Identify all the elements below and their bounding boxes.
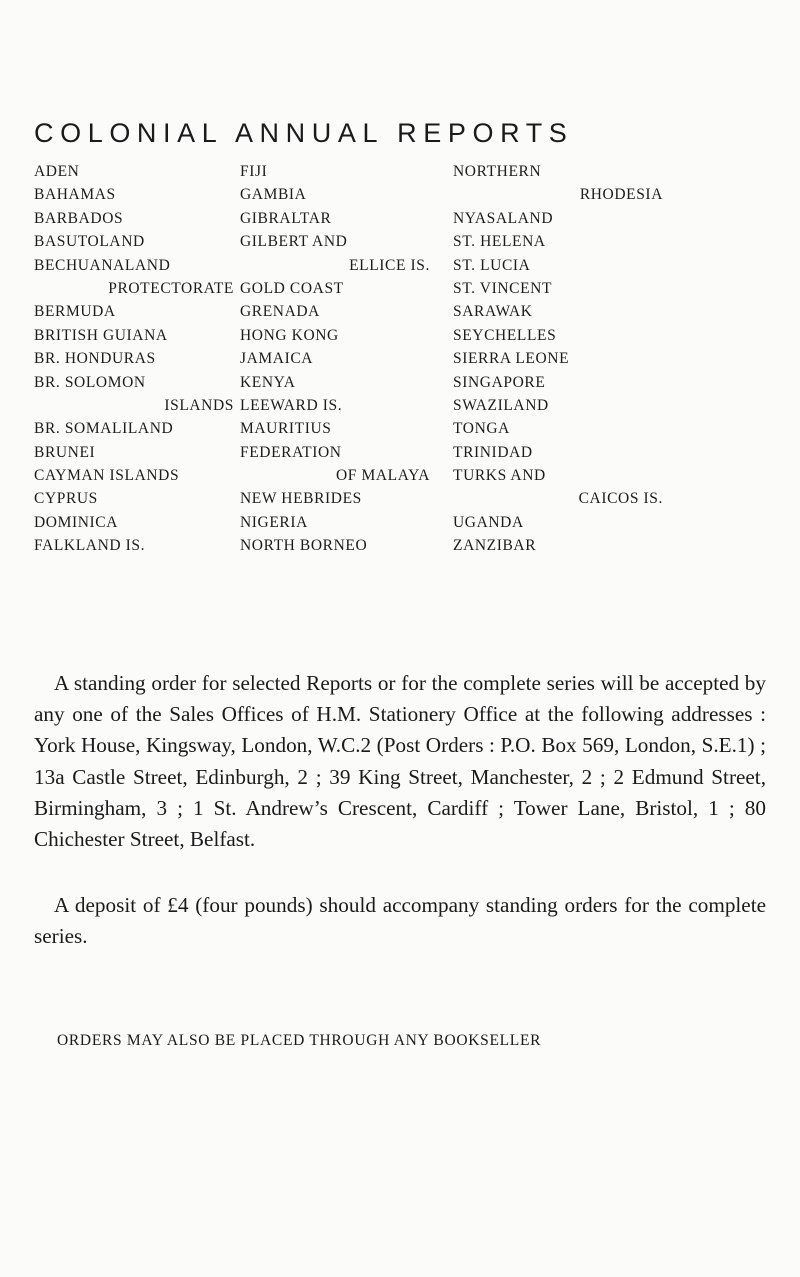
colony-entry: GILBERT AND bbox=[240, 233, 348, 251]
colony-entry: ST. HELENA bbox=[453, 233, 546, 251]
standing-order-text: A standing order for selected Reports or for the complete series will be accepted by any one of the Sales Offices of H.M. Stationery Office at the following addresses : York House, Kingsway, London, W.C.2 (Post Orders : P.O. Box 569, London, S.E.1) ; 13a Castle Street, Edinburgh, 2 ; 39 King Street, Manchester, 2 ; 2 Edmund Street, Birmingham, 3 ; 1 St. Andrew’s Crescent, Cardiff ; Tower Lane, Bristol, 1 ; 80 Chichester Street, Belfast. bbox=[34, 671, 766, 852]
colony-entry: FIJI bbox=[240, 163, 268, 180]
colony-entry: ST. LUCIA bbox=[453, 256, 531, 274]
colony-entry: HONG KONG bbox=[240, 326, 339, 344]
colony-entry: CAYMAN ISLANDS bbox=[34, 467, 180, 485]
colony-entry: BR. SOMALILAND bbox=[34, 420, 174, 438]
colony-entry: SWAZILAND bbox=[453, 396, 549, 414]
colony-entry: BERMUDA bbox=[34, 303, 116, 321]
colony-entry: CYPRUS bbox=[34, 490, 98, 508]
colony-entry: TONGA bbox=[453, 420, 510, 438]
bookseller-notice: ORDERS MAY ALSO BE PLACED THROUGH ANY BOOKSELLER bbox=[57, 1032, 542, 1049]
colony-entry: NYASALAND bbox=[453, 209, 554, 227]
colony-entry: TURKS AND bbox=[453, 467, 546, 485]
colony-entry: GRENADA bbox=[240, 303, 320, 321]
colony-entry: BRITISH GUIANA bbox=[34, 326, 168, 344]
colony-entry: LEEWARD IS. bbox=[240, 396, 343, 414]
colony-entry: ISLANDS bbox=[164, 396, 234, 414]
colony-entry: SARAWAK bbox=[453, 303, 533, 321]
colony-entry: CAICOS IS. bbox=[578, 490, 663, 508]
colony-entry: FEDERATION bbox=[240, 443, 342, 461]
colony-entry: UGANDA bbox=[453, 513, 524, 531]
deposit-paragraph bbox=[34, 890, 766, 952]
colony-entry: SIERRA LEONE bbox=[453, 350, 570, 368]
colony-entry: BR. HONDURAS bbox=[34, 350, 156, 368]
colony-entry: ST. VINCENT bbox=[453, 279, 553, 297]
colony-entry: OF MALAYA bbox=[336, 467, 430, 485]
colony-entry: NIGERIA bbox=[240, 513, 308, 531]
standing-order-paragraph bbox=[34, 668, 766, 855]
colony-entry: RHODESIA bbox=[579, 186, 663, 204]
colony-entry: PROTECTORATE bbox=[108, 279, 234, 297]
colony-entry: BRUNEI bbox=[34, 443, 96, 461]
colony-entry: KENYA bbox=[240, 373, 296, 391]
colony-entry: BR. SOLOMON bbox=[34, 373, 146, 391]
colony-entry: NEW HEBRIDES bbox=[240, 490, 362, 508]
colony-entry: SINGAPORE bbox=[453, 373, 546, 391]
colony-list-column-1 bbox=[34, 160, 234, 558]
colony-entry: BARBADOS bbox=[34, 209, 124, 227]
colony-entry: DOMINICA bbox=[34, 513, 119, 531]
deposit-text: A deposit of £4 (four pounds) should accompany standing orders for the complete series. bbox=[34, 893, 766, 949]
colony-entry: SEYCHELLES bbox=[453, 326, 557, 344]
colony-entry: ADEN bbox=[34, 163, 80, 180]
colony-entry: GOLD COAST bbox=[240, 279, 344, 297]
colony-entry: NORTH BORNEO bbox=[240, 537, 368, 555]
colony-entry: GAMBIA bbox=[240, 186, 307, 204]
colony-entry: ELLICE IS. bbox=[349, 256, 430, 274]
colony-entry: TRINIDAD bbox=[453, 443, 533, 461]
page-title: COLONIAL ANNUAL REPORTS bbox=[34, 118, 574, 148]
colony-entry: BECHUANALAND bbox=[34, 256, 171, 274]
colony-entry: JAMAICA bbox=[240, 350, 314, 368]
colony-entry: FALKLAND IS. bbox=[34, 537, 146, 555]
colony-list-column-2 bbox=[240, 160, 430, 558]
colony-list-column-3 bbox=[453, 160, 663, 558]
colony-entry: GIBRALTAR bbox=[240, 209, 332, 227]
colony-entry: NORTHERN bbox=[453, 163, 542, 180]
colony-entry: BAHAMAS bbox=[34, 186, 116, 204]
colony-entry: ZANZIBAR bbox=[453, 537, 537, 555]
colony-entry: MAURITIUS bbox=[240, 420, 332, 438]
colony-entry: BASUTOLAND bbox=[34, 233, 145, 251]
